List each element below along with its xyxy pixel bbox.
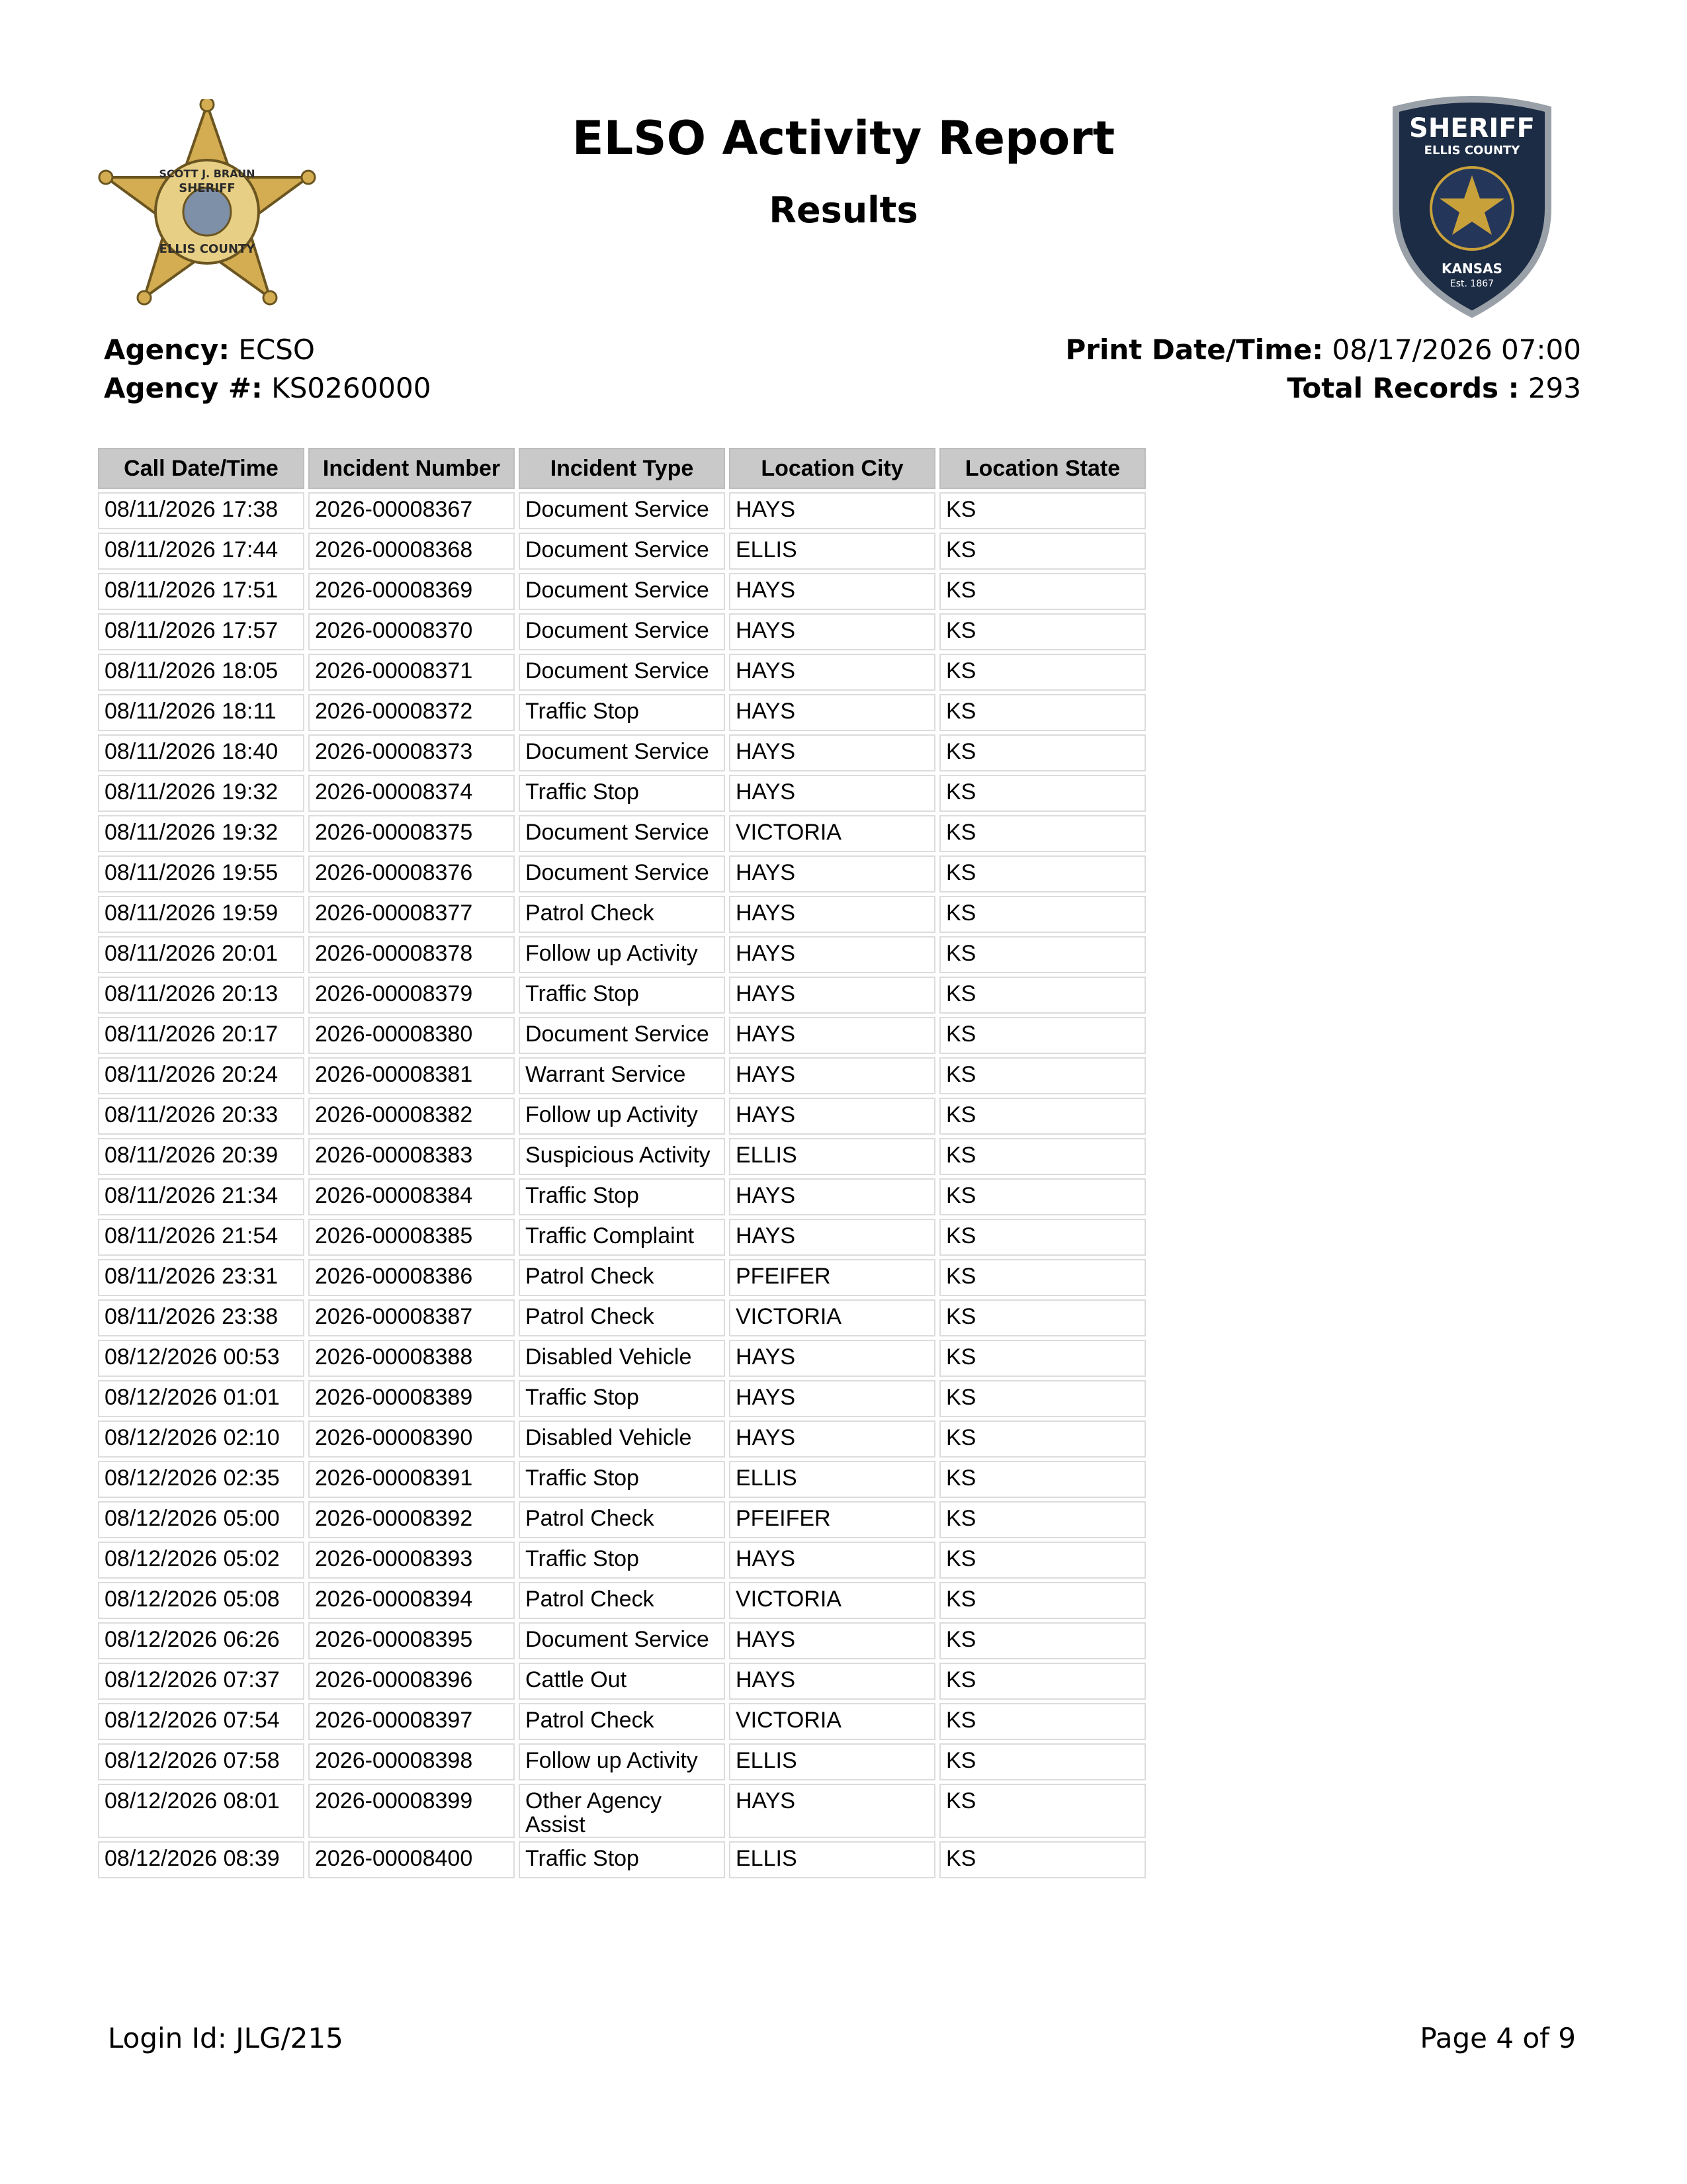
cell-incident-type: Patrol Check xyxy=(519,1501,725,1538)
svg-text:ELLIS COUNTY: ELLIS COUNTY xyxy=(1424,144,1520,157)
cell-location-city: HAYS xyxy=(729,573,935,610)
cell-incident-type: Warrant Service xyxy=(519,1057,725,1094)
cell-location-state: KS xyxy=(939,1582,1146,1619)
cell-location-state: KS xyxy=(939,654,1146,691)
cell-call-datetime: 08/12/2026 01:01 xyxy=(98,1380,304,1417)
cell-incident-number: 2026-00008382 xyxy=(308,1098,515,1135)
cell-call-datetime: 08/12/2026 02:35 xyxy=(98,1461,304,1498)
cell-location-state: KS xyxy=(939,1784,1146,1838)
cell-location-state: KS xyxy=(939,573,1146,610)
table-row xyxy=(98,1057,1146,1094)
table-body xyxy=(98,492,1146,1878)
cell-location-city: HAYS xyxy=(729,1017,935,1054)
cell-location-state: KS xyxy=(939,775,1146,812)
table-header-row xyxy=(98,448,1146,489)
cell-call-datetime: 08/11/2026 17:51 xyxy=(98,573,304,610)
cell-incident-number: 2026-00008381 xyxy=(308,1057,515,1094)
cell-location-city: HAYS xyxy=(729,855,935,893)
cell-call-datetime: 08/12/2026 02:10 xyxy=(98,1420,304,1458)
cell-location-state: KS xyxy=(939,855,1146,893)
cell-incident-type: Traffic Stop xyxy=(519,977,725,1014)
cell-incident-number: 2026-00008400 xyxy=(308,1841,515,1878)
cell-call-datetime: 08/11/2026 23:31 xyxy=(98,1259,304,1296)
cell-location-state: KS xyxy=(939,1380,1146,1417)
table-row xyxy=(98,1663,1146,1700)
cell-location-city: HAYS xyxy=(729,775,935,812)
column-header-location-city: Location City xyxy=(729,448,935,489)
table-row xyxy=(98,977,1146,1014)
cell-call-datetime: 08/11/2026 18:05 xyxy=(98,654,304,691)
cell-call-datetime: 08/11/2026 19:55 xyxy=(98,855,304,893)
cell-incident-number: 2026-00008383 xyxy=(308,1138,515,1175)
table-row xyxy=(98,1461,1146,1498)
cell-incident-number: 2026-00008379 xyxy=(308,977,515,1014)
cell-call-datetime: 08/11/2026 21:54 xyxy=(98,1219,304,1256)
cell-location-city: HAYS xyxy=(729,1098,935,1135)
cell-incident-type: Patrol Check xyxy=(519,1703,725,1740)
cell-incident-number: 2026-00008372 xyxy=(308,694,515,731)
table-row xyxy=(98,815,1146,852)
cell-call-datetime: 08/12/2026 07:37 xyxy=(98,1663,304,1700)
cell-incident-type: Cattle Out xyxy=(519,1663,725,1700)
table-row xyxy=(98,1542,1146,1579)
cell-location-city: VICTORIA xyxy=(729,815,935,852)
cell-incident-type: Document Service xyxy=(519,1017,725,1054)
cell-location-city: HAYS xyxy=(729,1219,935,1256)
cell-incident-type: Disabled Vehicle xyxy=(519,1340,725,1377)
cell-location-city: HAYS xyxy=(729,1057,935,1094)
cell-call-datetime: 08/12/2026 05:08 xyxy=(98,1582,304,1619)
cell-location-city: PFEIFER xyxy=(729,1501,935,1538)
table-row xyxy=(98,1299,1146,1336)
activity-table xyxy=(94,445,1150,1882)
cell-incident-number: 2026-00008368 xyxy=(308,533,515,570)
cell-location-state: KS xyxy=(939,1017,1146,1054)
table-row xyxy=(98,573,1146,610)
print-info xyxy=(1065,331,1581,408)
cell-location-state: KS xyxy=(939,815,1146,852)
cell-call-datetime: 08/11/2026 17:44 xyxy=(98,533,304,570)
cell-call-datetime: 08/11/2026 19:32 xyxy=(98,815,304,852)
cell-location-state: KS xyxy=(939,694,1146,731)
cell-location-city: HAYS xyxy=(729,1380,935,1417)
table-row xyxy=(98,896,1146,933)
cell-incident-type: Traffic Stop xyxy=(519,694,725,731)
cell-location-state: KS xyxy=(939,533,1146,570)
total-records-line xyxy=(1065,369,1581,408)
cell-call-datetime: 08/11/2026 21:34 xyxy=(98,1178,304,1215)
cell-location-city: HAYS xyxy=(729,1622,935,1659)
table-row xyxy=(98,1841,1146,1878)
table-row xyxy=(98,1501,1146,1538)
cell-incident-number: 2026-00008387 xyxy=(308,1299,515,1336)
cell-incident-number: 2026-00008394 xyxy=(308,1582,515,1619)
cell-incident-type: Document Service xyxy=(519,855,725,893)
cell-location-state: KS xyxy=(939,1461,1146,1498)
svg-text:SHERIFF: SHERIFF xyxy=(179,181,236,195)
cell-location-state: KS xyxy=(939,1340,1146,1377)
cell-call-datetime: 08/12/2026 05:00 xyxy=(98,1501,304,1538)
cell-location-city: HAYS xyxy=(729,936,935,973)
cell-incident-type: Patrol Check xyxy=(519,896,725,933)
cell-location-state: KS xyxy=(939,1622,1146,1659)
cell-incident-type: Traffic Stop xyxy=(519,1178,725,1215)
cell-incident-number: 2026-00008375 xyxy=(308,815,515,852)
cell-location-state: KS xyxy=(939,1501,1146,1538)
cell-location-state: KS xyxy=(939,977,1146,1014)
cell-location-state: KS xyxy=(939,1138,1146,1175)
cell-call-datetime: 08/11/2026 18:40 xyxy=(98,734,304,771)
cell-location-city: PFEIFER xyxy=(729,1259,935,1296)
cell-location-state: KS xyxy=(939,1542,1146,1579)
cell-incident-number: 2026-00008385 xyxy=(308,1219,515,1256)
cell-incident-number: 2026-00008371 xyxy=(308,654,515,691)
column-header-location-state: Location State xyxy=(939,448,1146,489)
cell-incident-number: 2026-00008399 xyxy=(308,1784,515,1838)
table-row xyxy=(98,694,1146,731)
table-row xyxy=(98,1703,1146,1740)
cell-incident-number: 2026-00008396 xyxy=(308,1663,515,1700)
cell-incident-type: Document Service xyxy=(519,1622,725,1659)
table-row xyxy=(98,1098,1146,1135)
cell-incident-type: Follow up Activity xyxy=(519,936,725,973)
cell-incident-number: 2026-00008367 xyxy=(308,492,515,529)
svg-text:SHERIFF: SHERIFF xyxy=(1409,113,1535,144)
cell-location-state: KS xyxy=(939,492,1146,529)
cell-call-datetime: 08/11/2026 18:11 xyxy=(98,694,304,731)
cell-location-city: HAYS xyxy=(729,1178,935,1215)
cell-location-city: HAYS xyxy=(729,1784,935,1838)
cell-incident-type: Document Service xyxy=(519,734,725,771)
cell-incident-number: 2026-00008384 xyxy=(308,1178,515,1215)
cell-incident-type: Follow up Activity xyxy=(519,1743,725,1780)
agency-number-value: KS0260000 xyxy=(271,372,431,404)
cell-incident-type: Traffic Complaint xyxy=(519,1219,725,1256)
column-header-call-datetime: Call Date/Time xyxy=(98,448,304,489)
table-row xyxy=(98,1622,1146,1659)
cell-incident-type: Document Service xyxy=(519,533,725,570)
cell-incident-type: Other Agency Assist xyxy=(519,1784,725,1838)
cell-incident-number: 2026-00008370 xyxy=(308,613,515,650)
cell-incident-number: 2026-00008378 xyxy=(308,936,515,973)
cell-call-datetime: 08/11/2026 20:01 xyxy=(98,936,304,973)
agency-info xyxy=(104,331,431,408)
table-row xyxy=(98,654,1146,691)
cell-location-state: KS xyxy=(939,1299,1146,1336)
table-row xyxy=(98,1178,1146,1215)
cell-incident-type: Document Service xyxy=(519,573,725,610)
total-records-label: Total Records : xyxy=(1287,372,1520,404)
cell-location-city: HAYS xyxy=(729,654,935,691)
cell-call-datetime: 08/12/2026 07:54 xyxy=(98,1703,304,1740)
cell-call-datetime: 08/11/2026 20:17 xyxy=(98,1017,304,1054)
cell-location-city: HAYS xyxy=(729,694,935,731)
cell-call-datetime: 08/11/2026 20:13 xyxy=(98,977,304,1014)
column-header-incident-number: Incident Number xyxy=(308,448,515,489)
table-row xyxy=(98,1420,1146,1458)
cell-location-city: ELLIS xyxy=(729,1743,935,1780)
cell-incident-type: Traffic Stop xyxy=(519,1542,725,1579)
agency-label: Agency: xyxy=(104,333,230,366)
cell-location-state: KS xyxy=(939,896,1146,933)
table-row xyxy=(98,1138,1146,1175)
cell-call-datetime: 08/11/2026 19:32 xyxy=(98,775,304,812)
cell-location-city: HAYS xyxy=(729,1542,935,1579)
cell-call-datetime: 08/12/2026 08:39 xyxy=(98,1841,304,1878)
agency-number-label: Agency #: xyxy=(104,372,263,404)
cell-call-datetime: 08/11/2026 20:33 xyxy=(98,1098,304,1135)
svg-text:KANSAS: KANSAS xyxy=(1441,261,1503,277)
table-row xyxy=(98,1340,1146,1377)
table-row xyxy=(98,1259,1146,1296)
cell-call-datetime: 08/12/2026 05:02 xyxy=(98,1542,304,1579)
cell-location-state: KS xyxy=(939,1259,1146,1296)
cell-incident-type: Follow up Activity xyxy=(519,1098,725,1135)
cell-location-state: KS xyxy=(939,936,1146,973)
login-id: Login Id: JLG/215 xyxy=(108,2022,343,2054)
cell-incident-type: Suspicious Activity xyxy=(519,1138,725,1175)
cell-location-state: KS xyxy=(939,1743,1146,1780)
cell-location-city: ELLIS xyxy=(729,533,935,570)
svg-text:Est. 1867: Est. 1867 xyxy=(1449,279,1494,289)
cell-location-city: HAYS xyxy=(729,1420,935,1458)
cell-location-city: ELLIS xyxy=(729,1138,935,1175)
table-row xyxy=(98,1784,1146,1838)
cell-call-datetime: 08/12/2026 08:01 xyxy=(98,1784,304,1838)
cell-location-state: KS xyxy=(939,1098,1146,1135)
cell-call-datetime: 08/12/2026 06:26 xyxy=(98,1622,304,1659)
cell-incident-number: 2026-00008395 xyxy=(308,1622,515,1659)
cell-location-city: VICTORIA xyxy=(729,1582,935,1619)
table-row xyxy=(98,1582,1146,1619)
cell-incident-number: 2026-00008391 xyxy=(308,1461,515,1498)
cell-incident-type: Document Service xyxy=(519,613,725,650)
cell-location-city: HAYS xyxy=(729,1663,935,1700)
table-row xyxy=(98,1743,1146,1780)
cell-location-city: HAYS xyxy=(729,492,935,529)
cell-incident-type: Traffic Stop xyxy=(519,775,725,812)
cell-incident-number: 2026-00008369 xyxy=(308,573,515,610)
cell-location-state: KS xyxy=(939,1420,1146,1458)
cell-location-state: KS xyxy=(939,1841,1146,1878)
cell-location-state: KS xyxy=(939,1703,1146,1740)
cell-location-state: KS xyxy=(939,1663,1146,1700)
table-row xyxy=(98,734,1146,771)
cell-call-datetime: 08/12/2026 07:58 xyxy=(98,1743,304,1780)
cell-location-state: KS xyxy=(939,1219,1146,1256)
table-row xyxy=(98,613,1146,650)
table-row xyxy=(98,775,1146,812)
print-datetime-label: Print Date/Time: xyxy=(1065,333,1324,366)
cell-incident-number: 2026-00008376 xyxy=(308,855,515,893)
cell-incident-type: Document Service xyxy=(519,815,725,852)
agency-line xyxy=(104,331,431,369)
cell-location-city: VICTORIA xyxy=(729,1703,935,1740)
cell-location-state: KS xyxy=(939,734,1146,771)
print-datetime-value: 08/17/2026 07:00 xyxy=(1332,333,1581,366)
table-row xyxy=(98,1219,1146,1256)
cell-incident-type: Patrol Check xyxy=(519,1582,725,1619)
cell-call-datetime: 08/11/2026 19:59 xyxy=(98,896,304,933)
cell-location-city: ELLIS xyxy=(729,1461,935,1498)
cell-incident-type: Document Service xyxy=(519,654,725,691)
cell-location-state: KS xyxy=(939,1057,1146,1094)
cell-incident-type: Patrol Check xyxy=(519,1299,725,1336)
cell-incident-number: 2026-00008380 xyxy=(308,1017,515,1054)
cell-incident-number: 2026-00008389 xyxy=(308,1380,515,1417)
column-header-incident-type: Incident Type xyxy=(519,448,725,489)
table-row xyxy=(98,1380,1146,1417)
cell-call-datetime: 08/12/2026 00:53 xyxy=(98,1340,304,1377)
cell-incident-number: 2026-00008374 xyxy=(308,775,515,812)
cell-incident-number: 2026-00008398 xyxy=(308,1743,515,1780)
table-row xyxy=(98,936,1146,973)
cell-location-state: KS xyxy=(939,1178,1146,1215)
cell-call-datetime: 08/11/2026 20:39 xyxy=(98,1138,304,1175)
table-row xyxy=(98,533,1146,570)
cell-call-datetime: 08/11/2026 17:38 xyxy=(98,492,304,529)
cell-incident-type: Patrol Check xyxy=(519,1259,725,1296)
agency-value: ECSO xyxy=(238,333,315,366)
cell-incident-type: Traffic Stop xyxy=(519,1841,725,1878)
table-row xyxy=(98,492,1146,529)
cell-location-city: HAYS xyxy=(729,734,935,771)
cell-location-city: HAYS xyxy=(729,1340,935,1377)
report-title: ELSO Activity Report xyxy=(572,111,1115,165)
cell-location-city: HAYS xyxy=(729,896,935,933)
cell-location-city: HAYS xyxy=(729,977,935,1014)
total-records-value: 293 xyxy=(1528,372,1581,404)
report-subtitle: Results xyxy=(769,189,918,231)
cell-incident-number: 2026-00008388 xyxy=(308,1340,515,1377)
cell-incident-number: 2026-00008393 xyxy=(308,1542,515,1579)
cell-location-city: VICTORIA xyxy=(729,1299,935,1336)
print-datetime-line xyxy=(1065,331,1581,369)
cell-incident-number: 2026-00008397 xyxy=(308,1703,515,1740)
cell-call-datetime: 08/11/2026 20:24 xyxy=(98,1057,304,1094)
table-row xyxy=(98,855,1146,893)
cell-call-datetime: 08/11/2026 23:38 xyxy=(98,1299,304,1336)
agency-number-line xyxy=(104,369,431,408)
cell-call-datetime: 08/11/2026 17:57 xyxy=(98,613,304,650)
cell-incident-type: Traffic Stop xyxy=(519,1380,725,1417)
cell-incident-number: 2026-00008377 xyxy=(308,896,515,933)
cell-incident-type: Document Service xyxy=(519,492,725,529)
cell-incident-type: Disabled Vehicle xyxy=(519,1420,725,1458)
cell-incident-number: 2026-00008386 xyxy=(308,1259,515,1296)
cell-location-city: HAYS xyxy=(729,613,935,650)
cell-location-city: ELLIS xyxy=(729,1841,935,1878)
svg-text:ELLIS COUNTY: ELLIS COUNTY xyxy=(159,242,255,256)
svg-text:SCOTT J. BRAUN: SCOTT J. BRAUN xyxy=(159,167,255,180)
cell-incident-number: 2026-00008392 xyxy=(308,1501,515,1538)
cell-incident-number: 2026-00008373 xyxy=(308,734,515,771)
cell-location-state: KS xyxy=(939,613,1146,650)
cell-incident-number: 2026-00008390 xyxy=(308,1420,515,1458)
page-number: Page 4 of 9 xyxy=(1420,2022,1576,2054)
cell-incident-type: Traffic Stop xyxy=(519,1461,725,1498)
table-row xyxy=(98,1017,1146,1054)
